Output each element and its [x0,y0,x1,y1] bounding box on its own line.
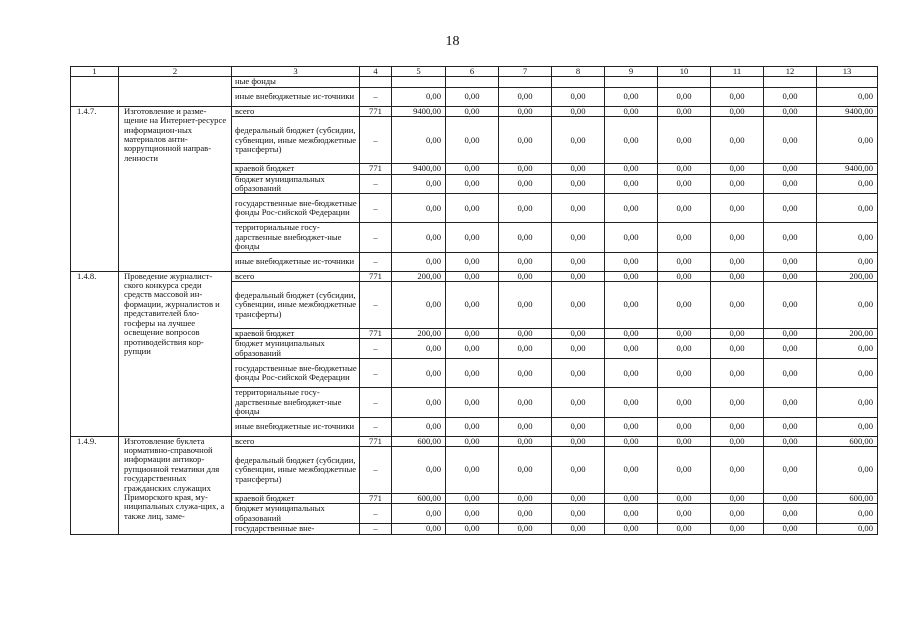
amount-cell: 0,00 [446,329,499,339]
amount-cell: 0,00 [552,271,605,281]
amount-cell [605,77,658,87]
amount-cell: 0,00 [499,164,552,174]
amount-cell: 0,00 [658,417,711,436]
funding-source: бюджет муниципальных образований [232,174,360,194]
budget-code: – [360,223,392,252]
amount-cell: 0,00 [817,339,878,359]
amount-cell: 0,00 [605,436,658,446]
amount-cell: 0,00 [605,329,658,339]
amount-cell: 0,00 [711,339,764,359]
amount-cell: 0,00 [552,106,605,116]
amount-cell: 0,00 [658,282,711,329]
amount-cell: 0,00 [658,117,711,164]
budget-code: – [360,388,392,417]
budget-code: – [360,117,392,164]
column-header: 12 [764,67,817,77]
amount-cell: 0,00 [392,504,446,524]
amount-cell: 0,00 [764,87,817,106]
funding-source: краевой бюджет [232,329,360,339]
amount-cell: 0,00 [764,329,817,339]
amount-cell: 0,00 [605,493,658,503]
amount-cell: 0,00 [552,493,605,503]
budget-code: 771 [360,493,392,503]
column-header: 4 [360,67,392,77]
amount-cell: 0,00 [764,106,817,116]
budget-code: 771 [360,164,392,174]
budget-code: – [360,252,392,271]
amount-cell: 0,00 [499,174,552,194]
amount-cell: 0,00 [764,117,817,164]
amount-cell: 0,00 [392,174,446,194]
amount-cell: 0,00 [764,436,817,446]
budget-code: – [360,174,392,194]
amount-cell: 0,00 [658,359,711,388]
amount-cell: 0,00 [552,388,605,417]
amount-cell: 0,00 [552,252,605,271]
amount-cell: 0,00 [499,493,552,503]
funding-source: федеральный бюджет (субсидии, субвенции, иные межбюджетные трансферты) [232,117,360,164]
amount-cell: 0,00 [446,417,499,436]
amount-cell: 0,00 [817,252,878,271]
funding-source: краевой бюджет [232,164,360,174]
amount-cell: 0,00 [658,339,711,359]
amount-cell: 0,00 [658,271,711,281]
amount-cell: 0,00 [658,223,711,252]
amount-cell: 0,00 [817,359,878,388]
amount-cell: 0,00 [446,164,499,174]
amount-cell: 0,00 [605,504,658,524]
amount-cell: 0,00 [711,329,764,339]
amount-cell: 0,00 [605,223,658,252]
amount-cell: 0,00 [446,223,499,252]
amount-cell: 0,00 [499,436,552,446]
amount-cell: 200,00 [817,271,878,281]
amount-cell: 0,00 [817,504,878,524]
amount-cell: 0,00 [446,524,499,534]
amount-cell: 0,00 [764,174,817,194]
amount-cell: 0,00 [552,359,605,388]
funding-source: бюджет муниципальных образований [232,339,360,359]
amount-cell: 0,00 [499,194,552,223]
amount-cell: 0,00 [658,388,711,417]
amount-cell: 0,00 [392,388,446,417]
amount-cell: 0,00 [552,417,605,436]
funding-source: ные фонды [232,77,360,87]
amount-cell: 0,00 [764,504,817,524]
table-row [71,77,878,87]
budget-table [70,66,878,535]
amount-cell: 0,00 [499,504,552,524]
column-header: 3 [232,67,360,77]
amount-cell: 0,00 [711,493,764,503]
amount-cell: 0,00 [817,388,878,417]
amount-cell: 0,00 [658,436,711,446]
amount-cell: 0,00 [711,446,764,493]
item-number: 1.4.7. [71,106,119,271]
amount-cell: 0,00 [499,446,552,493]
amount-cell: 0,00 [552,339,605,359]
funding-source: государственные вне- [232,524,360,534]
amount-cell: 0,00 [605,252,658,271]
amount-cell: 0,00 [552,282,605,329]
amount-cell: 0,00 [499,106,552,116]
budget-code: 771 [360,271,392,281]
amount-cell: 0,00 [499,329,552,339]
item-name: Проведение журналист-ского конкурса среди средств массовой ин-формации, журналистов и представителей бло-госферы на лучшее освещение вопросов противодействия кор-рупции [119,271,232,436]
amount-cell: 0,00 [499,524,552,534]
amount-cell: 0,00 [605,524,658,534]
funding-source: всего [232,106,360,116]
amount-cell: 0,00 [711,417,764,436]
amount-cell: 0,00 [764,252,817,271]
table-row [71,271,878,281]
amount-cell: 600,00 [817,436,878,446]
amount-cell: 9400,00 [392,164,446,174]
budget-code: – [360,417,392,436]
amount-cell: 0,00 [711,223,764,252]
amount-cell: 0,00 [711,359,764,388]
amount-cell [499,77,552,87]
amount-cell: 0,00 [658,194,711,223]
amount-cell: 0,00 [764,223,817,252]
funding-source: территориальные госу-дарственные внебюджет-ные фонды [232,388,360,417]
amount-cell: 0,00 [552,87,605,106]
amount-cell: 0,00 [552,524,605,534]
amount-cell: 0,00 [711,174,764,194]
amount-cell: 0,00 [817,223,878,252]
amount-cell: 0,00 [605,117,658,164]
column-header: 7 [499,67,552,77]
budget-code: 771 [360,106,392,116]
amount-cell: 0,00 [658,493,711,503]
column-header: 2 [119,67,232,77]
amount-cell: 0,00 [658,252,711,271]
amount-cell: 0,00 [392,339,446,359]
amount-cell: 0,00 [499,339,552,359]
amount-cell: 0,00 [446,117,499,164]
amount-cell: 0,00 [446,271,499,281]
column-header: 13 [817,67,878,77]
amount-cell: 0,00 [605,339,658,359]
amount-cell: 0,00 [711,117,764,164]
amount-cell: 0,00 [817,524,878,534]
amount-cell: 0,00 [658,106,711,116]
table-row [71,106,878,116]
budget-code: – [360,339,392,359]
column-header: 8 [552,67,605,77]
amount-cell: 0,00 [392,194,446,223]
amount-cell: 0,00 [446,87,499,106]
amount-cell: 0,00 [764,493,817,503]
budget-code: – [360,504,392,524]
amount-cell: 0,00 [552,329,605,339]
funding-source: иные внебюджетные ис-точники [232,252,360,271]
amount-cell: 0,00 [392,282,446,329]
amount-cell: 0,00 [552,436,605,446]
amount-cell: 0,00 [446,436,499,446]
item-name: Изготовление и разме-щение на Интернет-ресурсе информацион-ных материалов анти-коррупционной направ-ленности [119,106,232,271]
amount-cell: 0,00 [605,446,658,493]
amount-cell: 0,00 [711,524,764,534]
amount-cell: 200,00 [817,329,878,339]
amount-cell: 0,00 [446,359,499,388]
amount-cell [392,77,446,87]
amount-cell: 0,00 [446,174,499,194]
amount-cell: 0,00 [658,329,711,339]
amount-cell [552,77,605,87]
amount-cell: 0,00 [446,252,499,271]
item-number-cell [71,77,119,106]
amount-cell [711,77,764,87]
amount-cell: 0,00 [499,282,552,329]
amount-cell: 0,00 [817,174,878,194]
amount-cell: 0,00 [711,87,764,106]
funding-source: всего [232,436,360,446]
amount-cell: 0,00 [764,359,817,388]
amount-cell: 0,00 [764,339,817,359]
amount-cell: 200,00 [392,271,446,281]
amount-cell: 0,00 [605,164,658,174]
amount-cell: 0,00 [499,117,552,164]
amount-cell: 0,00 [499,359,552,388]
amount-cell: 0,00 [764,446,817,493]
amount-cell: 0,00 [605,359,658,388]
funding-source: иные внебюджетные ис-точники [232,87,360,106]
amount-cell [658,77,711,87]
amount-cell: 0,00 [658,174,711,194]
amount-cell: 0,00 [658,87,711,106]
amount-cell: 0,00 [446,493,499,503]
amount-cell: 0,00 [605,106,658,116]
amount-cell: 0,00 [764,271,817,281]
amount-cell: 0,00 [711,252,764,271]
amount-cell: 0,00 [552,164,605,174]
amount-cell: 0,00 [552,446,605,493]
amount-cell: 0,00 [392,87,446,106]
budget-code: – [360,446,392,493]
amount-cell: 0,00 [446,282,499,329]
amount-cell: 0,00 [552,194,605,223]
amount-cell: 600,00 [392,493,446,503]
funding-source: всего [232,271,360,281]
budget-code: – [360,194,392,223]
amount-cell: 0,00 [711,436,764,446]
funding-source: федеральный бюджет (субсидии, субвенции, иные межбюджетные трансферты) [232,446,360,493]
budget-code: 771 [360,436,392,446]
amount-cell: 0,00 [711,164,764,174]
amount-cell: 0,00 [499,223,552,252]
amount-cell: 200,00 [392,329,446,339]
amount-cell [817,77,878,87]
amount-cell: 0,00 [499,388,552,417]
amount-cell: 0,00 [817,446,878,493]
amount-cell: 600,00 [392,436,446,446]
amount-cell: 0,00 [446,504,499,524]
amount-cell: 0,00 [817,117,878,164]
amount-cell: 0,00 [711,504,764,524]
budget-code [360,77,392,87]
amount-cell: 0,00 [605,87,658,106]
amount-cell: 0,00 [764,194,817,223]
amount-cell: 0,00 [499,417,552,436]
amount-cell: 0,00 [392,446,446,493]
amount-cell: 0,00 [499,252,552,271]
amount-cell: 0,00 [605,174,658,194]
amount-cell: 0,00 [764,417,817,436]
column-header: 1 [71,67,119,77]
amount-cell: 9400,00 [817,106,878,116]
item-name: Изготовление буклета нормативно-справочной информации антикор-рупционной тематики для государственных гражданских служащих Приморского края, му-ниципальных служа-щих, а также лиц, заме- [119,436,232,534]
amount-cell: 0,00 [711,106,764,116]
amount-cell [446,77,499,87]
item-number: 1.4.9. [71,436,119,534]
amount-cell: 0,00 [392,252,446,271]
amount-cell: 600,00 [817,493,878,503]
amount-cell: 0,00 [764,388,817,417]
funding-source: государственные вне-бюджетные фонды Рос-сийской Федерации [232,194,360,223]
amount-cell: 0,00 [392,223,446,252]
amount-cell: 0,00 [446,388,499,417]
amount-cell: 0,00 [499,271,552,281]
amount-cell: 0,00 [446,446,499,493]
amount-cell: 0,00 [392,417,446,436]
amount-cell: 0,00 [711,388,764,417]
amount-cell [764,77,817,87]
amount-cell: 0,00 [711,282,764,329]
amount-cell: 0,00 [764,282,817,329]
item-number: 1.4.8. [71,271,119,436]
budget-code: 771 [360,329,392,339]
funding-source: федеральный бюджет (субсидии, субвенции, иные межбюджетные трансферты) [232,282,360,329]
amount-cell: 0,00 [552,117,605,164]
amount-cell: 0,00 [392,524,446,534]
column-header: 11 [711,67,764,77]
amount-cell: 0,00 [711,194,764,223]
column-header: 5 [392,67,446,77]
item-name-cell [119,77,232,106]
budget-code: – [360,87,392,106]
column-header: 6 [446,67,499,77]
column-header: 10 [658,67,711,77]
page-number: 18 [445,34,460,49]
amount-cell: 9400,00 [817,164,878,174]
amount-cell: 0,00 [552,223,605,252]
amount-cell: 0,00 [817,282,878,329]
amount-cell: 0,00 [552,174,605,194]
amount-cell: 0,00 [605,282,658,329]
amount-cell: 0,00 [817,194,878,223]
amount-cell: 0,00 [499,87,552,106]
amount-cell: 0,00 [552,504,605,524]
budget-code: – [360,282,392,329]
amount-cell: 0,00 [605,417,658,436]
amount-cell: 0,00 [658,164,711,174]
table-row [71,436,878,446]
amount-cell: 0,00 [764,524,817,534]
amount-cell: 0,00 [817,87,878,106]
amount-cell: 0,00 [658,504,711,524]
amount-cell: 0,00 [605,271,658,281]
budget-code: – [360,359,392,388]
amount-cell: 0,00 [658,446,711,493]
funding-source: бюджет муниципальных образований [232,504,360,524]
funding-source: иные внебюджетные ис-точники [232,417,360,436]
amount-cell: 0,00 [658,524,711,534]
amount-cell: 0,00 [764,164,817,174]
header-row [71,67,878,77]
amount-cell: 0,00 [446,106,499,116]
amount-cell: 0,00 [392,359,446,388]
amount-cell: 0,00 [605,388,658,417]
amount-cell: 0,00 [817,417,878,436]
funding-source: государственные вне-бюджетные фонды Рос-сийской Федерации [232,359,360,388]
budget-code: – [360,524,392,534]
column-header: 9 [605,67,658,77]
amount-cell: 0,00 [446,339,499,359]
amount-cell: 9400,00 [392,106,446,116]
amount-cell: 0,00 [446,194,499,223]
amount-cell: 0,00 [711,271,764,281]
amount-cell: 0,00 [605,194,658,223]
funding-source: территориальные госу-дарственные внебюджет-ные фонды [232,223,360,252]
amount-cell: 0,00 [392,117,446,164]
funding-source: краевой бюджет [232,493,360,503]
